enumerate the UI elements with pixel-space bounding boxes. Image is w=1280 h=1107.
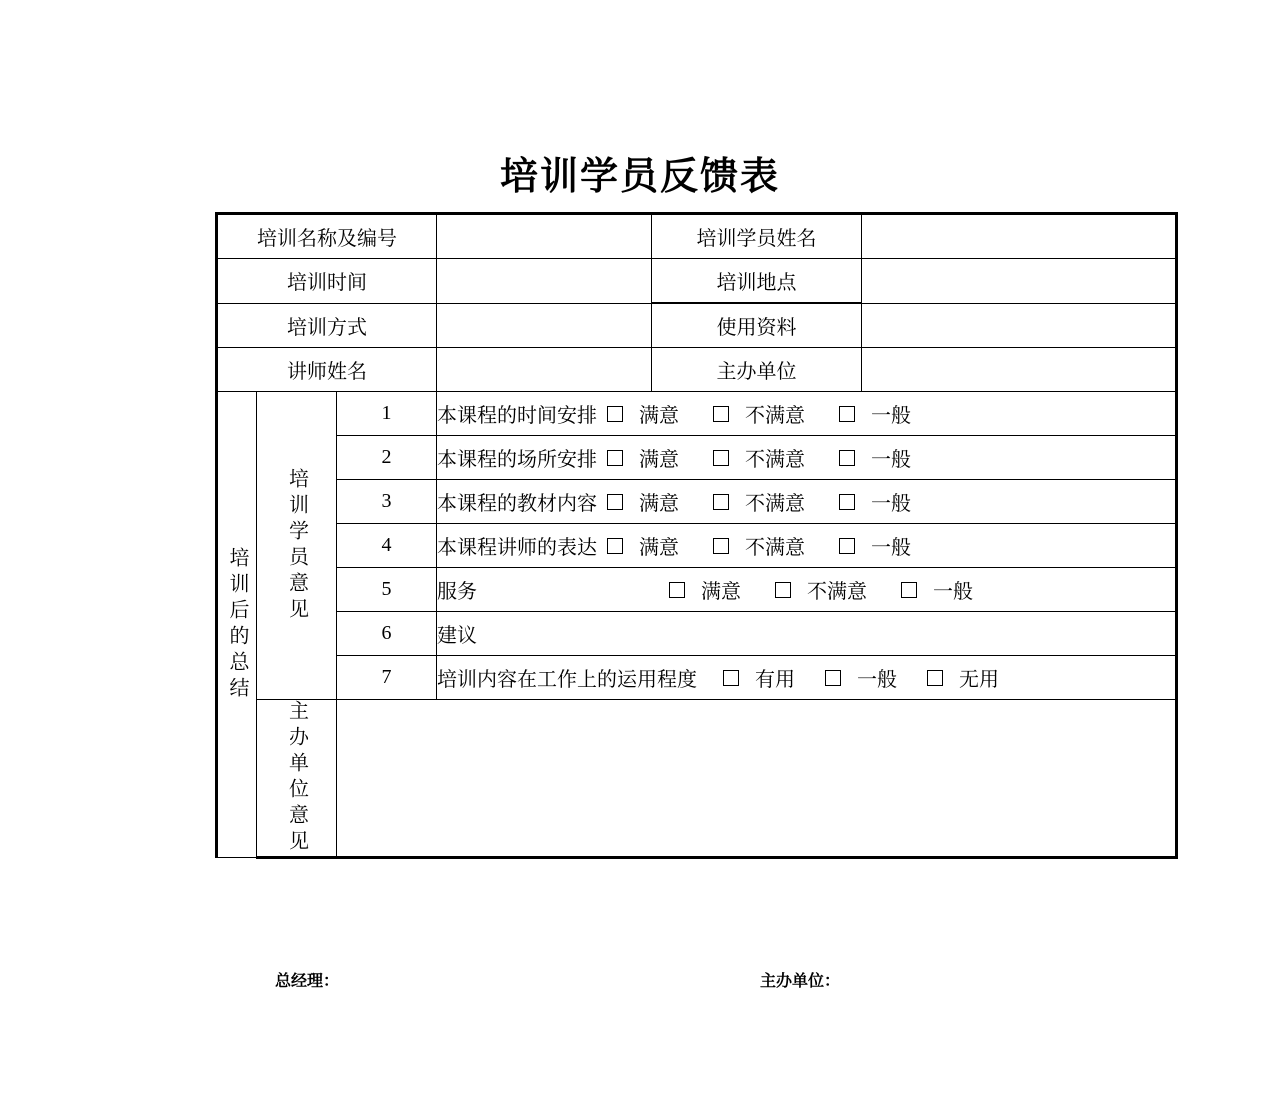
organizer-comment-area[interactable] xyxy=(337,700,1177,858)
question-number: 3 xyxy=(337,480,437,524)
field-label-training-place: 培训地点 xyxy=(652,259,862,304)
option-unsatisfied[interactable] xyxy=(713,531,839,560)
table-row xyxy=(217,436,1177,480)
option-unsatisfied[interactable] xyxy=(713,399,839,428)
checkbox-icon[interactable] xyxy=(607,538,623,554)
field-value-training-name[interactable] xyxy=(437,214,652,259)
checkbox-icon[interactable] xyxy=(713,494,729,510)
table-row xyxy=(217,214,1177,259)
option-unsatisfied[interactable] xyxy=(713,487,839,516)
field-value-organizer[interactable] xyxy=(862,348,1177,392)
option-label: 满意 xyxy=(639,405,680,427)
question-number: 7 xyxy=(337,656,437,700)
question-text: 本课程的教材内容 xyxy=(437,493,598,515)
field-value-materials[interactable] xyxy=(862,303,1177,348)
table-row xyxy=(217,656,1177,700)
signature-organizer: 主办单位： xyxy=(760,973,841,990)
question-row-3 xyxy=(437,480,1177,524)
table-row xyxy=(217,524,1177,568)
option-satisfied[interactable] xyxy=(607,399,713,428)
option-label: 有用 xyxy=(755,669,796,691)
question-row-2 xyxy=(437,436,1177,480)
question-text: 服务 xyxy=(437,581,478,603)
section-label-summary-text: 培训后的总结 xyxy=(226,546,248,703)
question-number: 5 xyxy=(337,568,437,612)
checkbox-icon[interactable] xyxy=(839,538,855,554)
option-label: 一般 xyxy=(871,493,912,515)
section-label-summary xyxy=(217,392,257,858)
section-label-organizer-opinion-text: 主办单位意见 xyxy=(285,700,308,856)
section-label-organizer-opinion xyxy=(257,700,337,858)
field-label-trainee-name: 培训学员姓名 xyxy=(652,214,862,259)
option-average[interactable] xyxy=(901,575,1007,604)
feedback-form-table xyxy=(215,212,1178,859)
question-row-5 xyxy=(437,568,1177,612)
question-row-4 xyxy=(437,524,1177,568)
option-unsatisfied[interactable] xyxy=(775,575,901,604)
checkbox-icon[interactable] xyxy=(775,582,791,598)
question-number: 6 xyxy=(337,612,437,656)
checkbox-icon[interactable] xyxy=(607,406,623,422)
question-row-1 xyxy=(437,392,1177,436)
option-label: 无用 xyxy=(959,669,1000,691)
checkbox-icon[interactable] xyxy=(927,670,943,686)
field-value-training-time[interactable] xyxy=(437,259,652,304)
question-number: 1 xyxy=(337,392,437,436)
field-value-lecturer-name[interactable] xyxy=(437,348,652,392)
option-label: 满意 xyxy=(639,537,680,559)
option-label: 一般 xyxy=(871,537,912,559)
option-average[interactable] xyxy=(825,663,927,692)
field-label-training-name: 培训名称及编号 xyxy=(217,214,437,259)
question-text: 建议 xyxy=(437,625,478,647)
option-label: 不满意 xyxy=(745,449,806,471)
question-text: 本课程的时间安排 xyxy=(437,405,598,427)
checkbox-icon[interactable] xyxy=(839,494,855,510)
field-label-organizer: 主办单位 xyxy=(652,348,862,392)
option-satisfied[interactable] xyxy=(607,443,713,472)
option-average[interactable] xyxy=(839,531,945,560)
checkbox-icon[interactable] xyxy=(713,406,729,422)
table-row xyxy=(217,392,1177,436)
field-label-lecturer-name: 讲师姓名 xyxy=(217,348,437,392)
question-text: 培训内容在工作上的运用程度 xyxy=(437,669,698,691)
option-satisfied[interactable] xyxy=(607,531,713,560)
checkbox-icon[interactable] xyxy=(713,538,729,554)
option-label: 一般 xyxy=(933,581,974,603)
checkbox-icon[interactable] xyxy=(825,670,841,686)
field-value-training-place[interactable] xyxy=(862,259,1177,304)
field-value-trainee-name[interactable] xyxy=(862,214,1177,259)
section-label-trainee-opinion-text: 培训学员意见 xyxy=(285,467,308,624)
question-text: 本课程的场所安排 xyxy=(437,449,598,471)
table-row xyxy=(217,568,1177,612)
option-label: 一般 xyxy=(857,669,898,691)
table-row xyxy=(217,259,1177,304)
field-label-materials: 使用资料 xyxy=(652,303,862,348)
table-row xyxy=(217,303,1177,348)
option-average[interactable] xyxy=(839,443,945,472)
table-row xyxy=(217,480,1177,524)
option-label: 满意 xyxy=(639,493,680,515)
question-number: 2 xyxy=(337,436,437,480)
field-label-training-time: 培训时间 xyxy=(217,259,437,304)
option-label: 不满意 xyxy=(745,537,806,559)
question-row-7 xyxy=(437,656,1177,700)
question-text: 本课程讲师的表达 xyxy=(437,537,598,559)
option-label: 满意 xyxy=(701,581,742,603)
field-value-training-method[interactable] xyxy=(437,303,652,348)
option-average[interactable] xyxy=(839,399,945,428)
option-satisfied[interactable] xyxy=(607,487,713,516)
option-label: 不满意 xyxy=(745,405,806,427)
option-label: 满意 xyxy=(639,449,680,471)
option-label: 一般 xyxy=(871,449,912,471)
question-number: 4 xyxy=(337,524,437,568)
checkbox-icon[interactable] xyxy=(607,494,623,510)
table-row xyxy=(217,348,1177,392)
option-label: 不满意 xyxy=(745,493,806,515)
page-title: 培训学员反馈表 xyxy=(499,156,780,198)
option-unsatisfied[interactable] xyxy=(713,443,839,472)
option-label: 不满意 xyxy=(807,581,868,603)
checkbox-icon[interactable] xyxy=(839,450,855,466)
question-row-6[interactable] xyxy=(437,612,1177,656)
checkbox-icon[interactable] xyxy=(713,450,729,466)
checkbox-icon[interactable] xyxy=(669,582,685,598)
option-useful[interactable] xyxy=(723,663,825,692)
option-label: 一般 xyxy=(871,405,912,427)
checkbox-icon[interactable] xyxy=(839,406,855,422)
option-useless[interactable] xyxy=(927,663,1029,692)
table-row xyxy=(217,700,1177,858)
option-satisfied[interactable] xyxy=(669,575,775,604)
checkbox-icon[interactable] xyxy=(607,450,623,466)
checkbox-icon[interactable] xyxy=(901,582,917,598)
field-label-training-method: 培训方式 xyxy=(217,303,437,348)
checkbox-icon[interactable] xyxy=(723,670,739,686)
section-label-trainee-opinion xyxy=(257,392,337,700)
table-row xyxy=(217,612,1177,656)
option-average[interactable] xyxy=(839,487,945,516)
signature-general-manager: 总经理： xyxy=(275,973,340,990)
